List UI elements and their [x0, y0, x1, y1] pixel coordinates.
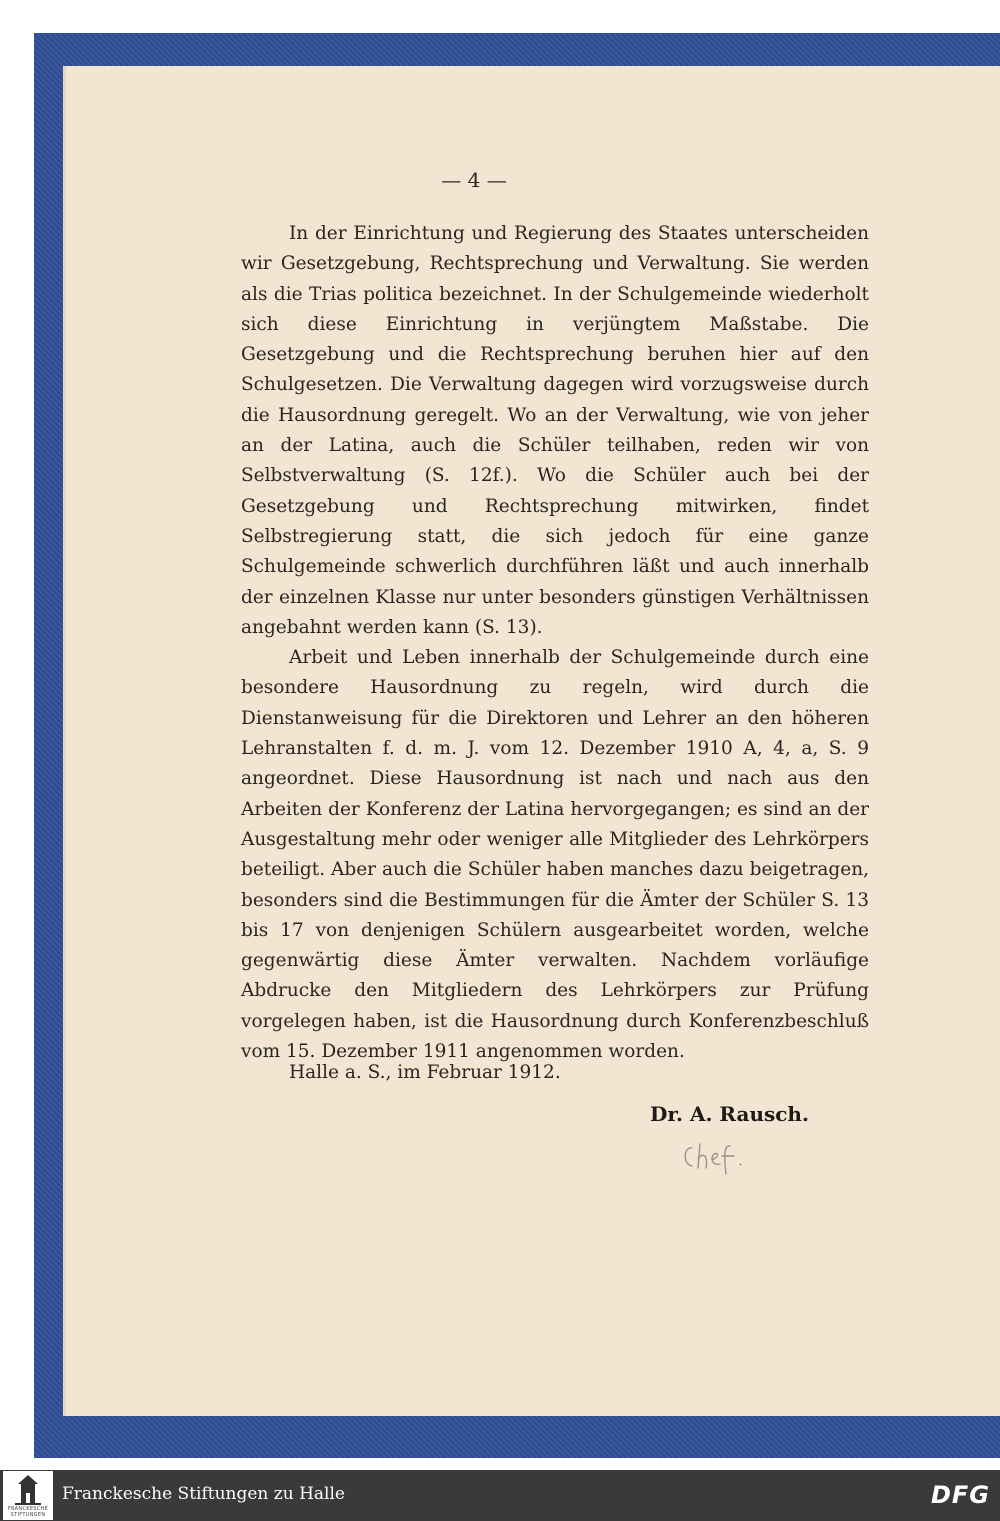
institution-name: Franckesche Stiftungen zu Halle [62, 1484, 345, 1504]
place-date-line: Halle a. S., im Februar 1912. [289, 1062, 561, 1083]
francke-logo [3, 1471, 53, 1520]
handwritten-note [680, 1138, 760, 1178]
logo-label: FRANCKESCHE STIFTUNGEN [7, 1506, 49, 1518]
dfg-logo: DFG [930, 1481, 990, 1509]
page-number: — 4 — [441, 168, 507, 192]
body-text [241, 219, 869, 1067]
footer-bar [0, 1470, 1000, 1521]
paragraph: In der Einrichtung und Regierung des Staates unterscheiden wir Gesetzgebung, Rechtsprechung und Verwaltung. Sie werden als die Trias politica bezeichnet. In der Schulgemeinde wiederholt sich diese Einrichtung in verjüngtem Maßstabe. Die Gesetzgebung und die Rechtsprechung beruhen hier auf den Schulgesetzen. Die Verwaltung dagegen wird vorzugsweise durch die Hausordnung geregelt. Wo an der Verwaltung, wie von jeher an der Latina, auch die Schüler teilhaben, reden wir von Selbstverwaltung (S. 12f.). Wo die Schüler auch bei der Gesetzgebung und Rechtsprechung mitwirken, findet Selbstregierung statt, die sich jedoch für eine ganze Schulgemeinde schwerlich durchführen läßt und auch innerhalb der einzelnen Klasse nur unter besonders günstigen Verhältnissen angebahnt werden kann (S. 13). [241, 223, 869, 638]
paragraph: Arbeit und Leben innerhalb der Schulgemeinde durch eine besondere Hausordnung zu regeln, wird durch die Dienstanweisung für die Direktoren und Lehrer an den höheren Lehranstalten f. d. m. J. vom 12. Dezember 1910 A, 4, a, S. 9 angeordnet. Diese Hausordnung ist nach und nach aus den Arbeiten der Konferenz der Latina hervorgegangen; es sind an der Ausgestaltung mehr oder weniger alle Mitglieder des Lehrkörpers beteiligt. Aber auch die Schüler haben manches dazu beigetragen, besonders sind die Bestimmungen für die Ämter der Schüler S. 13 bis 17 von denjenigen Schülern ausgearbeitet worden, welche gegenwärtig diese Ämter verwalten. Nachdem vorläufige Abdrucke den Mitgliedern des Lehrkörpers zur Prüfung vorgelegen haben, ist die Hausordnung durch Konferenzbeschluß vom 15. Dezember 1911 angenommen worden. [241, 647, 869, 1063]
signature: Dr. A. Rausch. [650, 1102, 809, 1126]
building-icon [3, 1471, 53, 1509]
